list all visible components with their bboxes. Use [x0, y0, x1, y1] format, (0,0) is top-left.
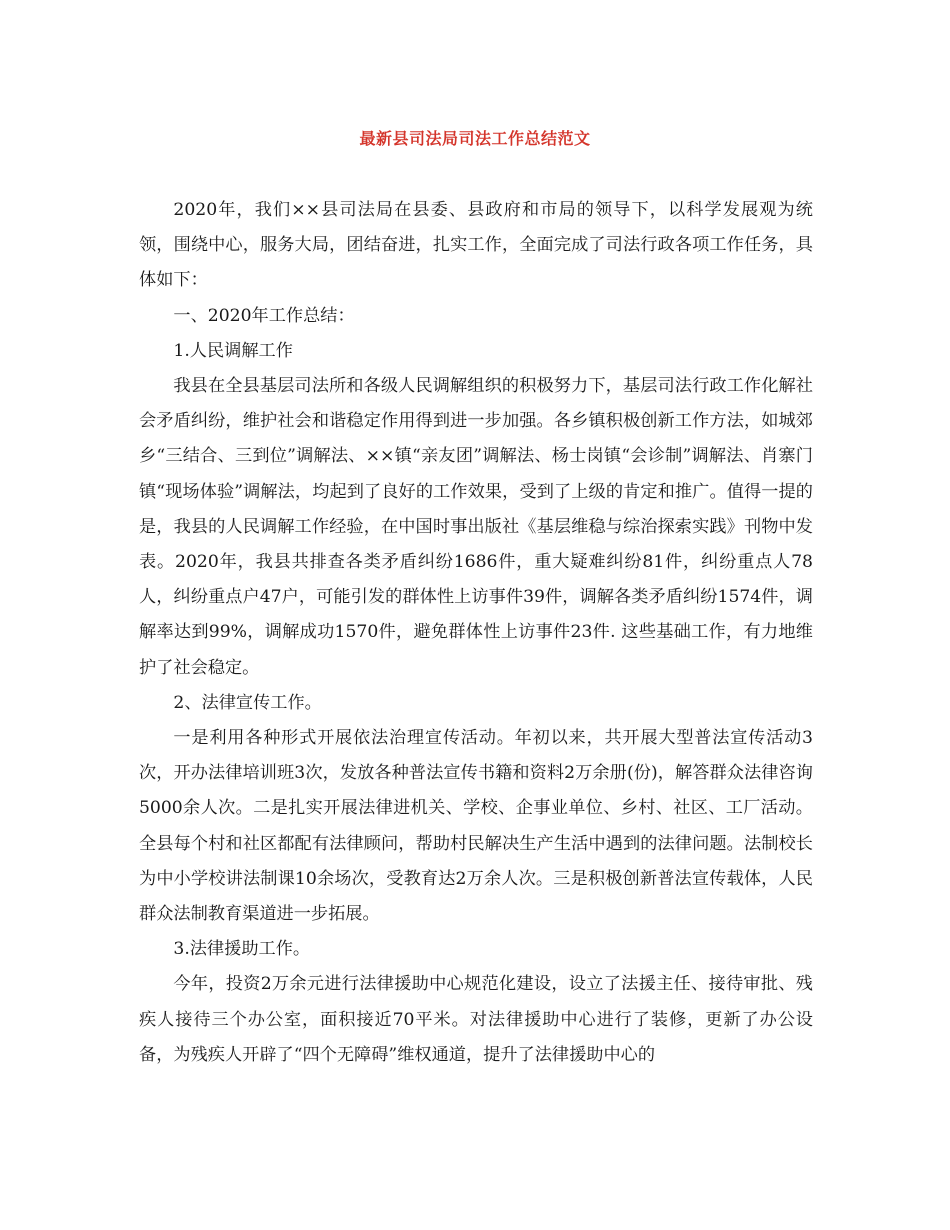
subheading-legal-publicity: 2、法律宣传工作。 — [173, 692, 322, 713]
subheading-mediation: 1.人民调解工作 — [173, 340, 293, 361]
subheading-legal-aid: 3.法律援助工作。 — [173, 939, 311, 960]
paragraph-legal-publicity: 一是利用各种形式开展依法治理宣传活动。年初以来，共开展大型普法宣传活动3次，开办法律培训班3次，发放各种普法宣传书籍和资料2万余册(份)，解答群众法律咨询5000余人次。二是扎实开展法律进机关、学校、企事业单位、乡村、社区、工厂活动。全县每个村和社区都配有法律顾问，帮助村民解决生产生活中遇到的法律问题。法制校长为中小学校讲法制课10余场次，受教育达2万余人次。三是积极创新普法宣传载体，人民群众法制教育渠道进一步拓展。 — [139, 728, 813, 925]
paragraph-mediation: 我县在全县基层司法所和各级人民调解组织的积极努力下，基层司法行政工作化解社会矛盾纠纷，维护社会和谐稳定作用得到进一步加强。各乡镇积极创新工作方法，如城郊乡“三结合、三到位”调解法、××镇“亲友团”调解法、杨士岗镇“会诊制”调解法、肖寨门镇“现场体验”调解法，均起到了良好的工作效果，受到了上级的肯定和推广。值得一提的是，我县的人民调解工作经验，在中国时事出版社《基层维稳与综治探索实践》刊物中发表。2020年，我县共排查各类矛盾纠纷1686件，重大疑难纠纷81件，纠纷重点人78人，纠纷重点户47户，可能引发的群体性上访事件39件，调解各类矛盾纠纷1574件，调解率达到99%，调解成功1570件，避免群体性上访事件23件. 这些基础工作，有力地维护了社会稳定。 — [139, 376, 813, 678]
paragraph-intro: 2020年，我们××县司法局在县委、县政府和市局的领导下，以科学发展观为统领，围绕中心，服务大局，团结奋进，扎实工作，全面完成了司法行政各项工作任务，具体如下： — [139, 200, 813, 291]
paragraph-legal-aid: 今年，投资2万余元进行法律援助中心规范化建设，设立了法援主任、接待审批、残疾人接待三个办公室，面积接近70平米。对法律援助中心进行了装修，更新了办公设备，为残疾人开辟了“四个无障碍”维权通道，提升了法律援助中心的 — [139, 974, 813, 1065]
section-heading-summary: 一、2020年工作总结： — [173, 305, 355, 326]
document-body — [139, 193, 813, 1073]
document-title: 最新县司法局司法工作总结范文 — [359, 129, 591, 148]
